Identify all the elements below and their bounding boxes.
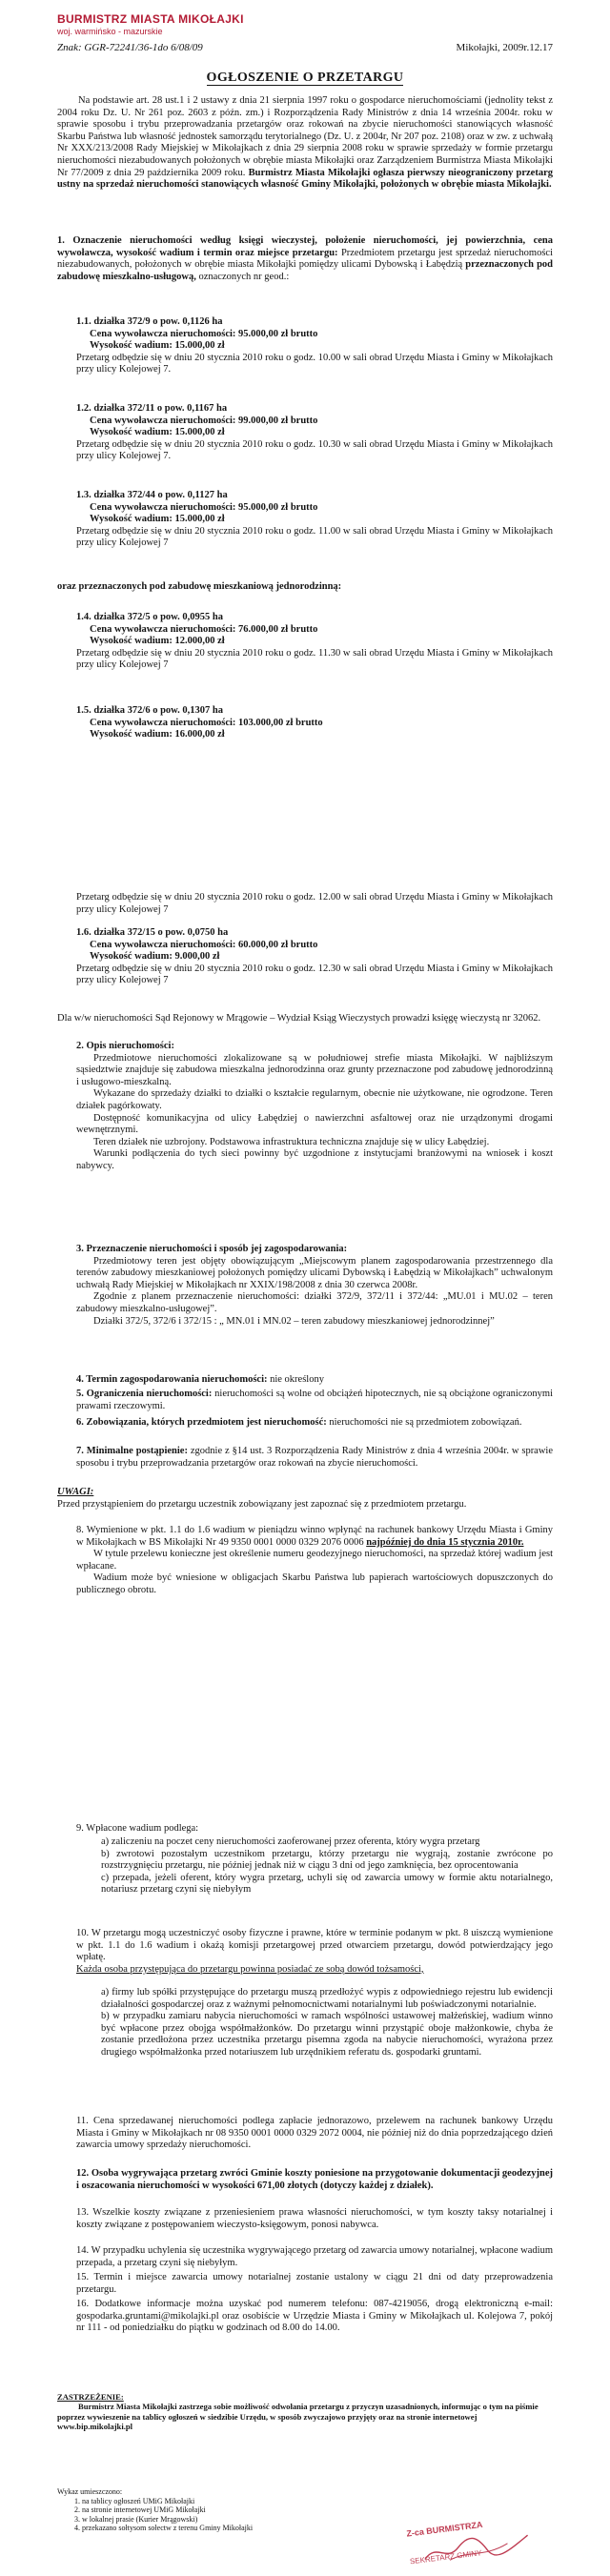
page-1 xyxy=(0,0,610,872)
parcel-heading: 1.1. działka 372/9 o pow. 0,1126 ha xyxy=(76,316,223,327)
parcel-1-4 xyxy=(76,612,553,672)
parcel-auction-time: Przetarg odbędzie się w dniu 20 stycznia 2010 roku o godz. 11.00 w sali obrad Urzędu Miasta i Gminy w Mikołajkach przy ulicy Kolejowej 7 xyxy=(76,525,553,549)
distribution-item: 4. przekazano sołtysom sołectw z terenu Gminy Mikołajki xyxy=(74,2524,254,2533)
section-9-a: a) zaliczeniu na poczet ceny nieruchomości zaoferowanej przez oferenta, który wygra przetarg xyxy=(101,1836,480,1847)
section-2-heading: 2. Opis nieruchomości: xyxy=(76,1041,174,1051)
section-13: 13. Wszelkie koszty związane z przeniesieniem prawa własności nieruchomości, w tym koszty taksy notarialnej i koszty związane z postępowaniem wieczysto-księgowym, ponosi nabywca. xyxy=(76,2207,553,2230)
distribution-item: 2. na stronie internetowej UMiG Mikołajki xyxy=(74,2505,206,2515)
section-5 xyxy=(76,1389,553,1412)
section-4-text: nie określony xyxy=(270,1374,324,1385)
parcel-deposit: Wysokość wadium: 12.000,00 zł xyxy=(90,636,225,647)
distribution-items xyxy=(57,2497,372,2533)
section-10-b: b) w przypadku zamiaru nabycia nieruchomości w ramach wspólności ustawowej małżeńskiej, wadium winno być wpłacone przez obojga współmałżonków. Do przetargu winni przystąpić oboje małżonkowie, chyba że zostanie przedłożona przez uczestnika przetargu pisemna zgoda na nabycie nieruchomości, wyrażona przez drugiego współmałżonka przed notariuszem lub urzędnikiem referatu ds. gospodarki gruntami. xyxy=(101,2011,553,2058)
section-8 xyxy=(76,1525,553,1597)
intro-paragraph xyxy=(57,95,553,192)
section-5-heading: 5. Ograniczenia nieruchomości: xyxy=(76,1389,213,1399)
reservation-text: Burmistrz Miasta Mikołajki zastrzega sobie możliwość odwołania przetargu z przyczyn uzasadnionych, informując o tym na piśmie poprzez wywieszenie na tablicy ogłoszeń w siedzibie Urzędu, w sposób zwyczajowo przyjęty oraz na stronie internetowej www.bip.mikolajki.pl xyxy=(57,2402,539,2432)
parcel-price: Cena wywoławcza nieruchomości: 99.000,00 zł brutto xyxy=(90,415,318,426)
intro-text: Na podstawie art. 28 ust.1 i 2 ustawy z dnia 21 sierpnia 1997 roku o gospodarce nieruchomościami (jednolity tekst z 2004 roku Dz. U. Nr 261 poz. 2603 z późn. zm.) i Rozporządzenia Rady Ministrów z dnia 14 września 2004r. roku w sprawie sposobu i trybu przeprowadzania przetargów oraz rokowań na zbycie nieruchomości stanowiących własność Skarbu Państwa lub własność jednostek samorządu terytorialnego (Dz. U. z 2004r, Nr 207 poz. 2108) oraz w zw. z uchwałą Nr XXX/213/2008 Rady Miejskiej w Mikołajkach z dnia 29 sierpnia 2008 roku w sprawie sprzedaży w formie przetargu nieruchomości niezabudowanych położonych w obrębie miasta Mikołajki oraz Zarządzeniem Burmistrza Miasta Mikołajki Nr 77/2009 z dnia 29 października 2009 roku. xyxy=(57,95,553,178)
section-7-text: zgodnie z §14 ust. 3 Rozporządzenia Rady Ministrów z dnia 4 września 2004r. w sprawie sposobu i trybu przeprowadzania przetargów oraz rokowań na zbycie nieruchomości. xyxy=(76,1446,554,1469)
section-10-a: a) firmy lub spółki przystępujące do przetargu muszą przedłożyć wypis z odpowiedniego rejestru lub ewidencji działalności gospodarczej oraz z ważnymi pełnomocnictwami notarialnymi lub poświadczonymi notarialnie. xyxy=(101,1987,553,2010)
distribution-item: 1. na tablicy ogłoszeń UMiG Mikołajki xyxy=(74,2496,195,2505)
distribution-list xyxy=(57,2487,372,2533)
parcel-auction-time: Przetarg odbędzie się w dniu 20 stycznia 2010 roku o godz. 11.30 w sali obrad Urzędu Miasta i Gminy w Mikołajkach przy ulicy Kolejowej 7 xyxy=(76,647,553,671)
parcel-auction-time: Przetarg odbędzie się w dniu 20 stycznia 2010 roku o godz. 10.30 w sali obrad Urzędu Miasta i Gminy w Mikołajkach przy ulicy Kolejowej 7. xyxy=(76,438,553,462)
section-1-purpose: przeznaczonych pod zabudowę mieszkalno-usługową, xyxy=(57,259,553,282)
parcel-deposit: Wysokość wadium: 16.000,00 zł xyxy=(90,729,225,740)
section-2-p5: Warunki podłączenia do tych sieci powinny być uzgodnione z instytucjami branżowymi na wniosek i koszt nabywcy. xyxy=(76,1148,553,1171)
section-1-tail: oznaczonych nr geod.: xyxy=(198,271,290,282)
section-2 xyxy=(76,1041,553,1173)
land-register-note: Dla w/w nieruchomości Sąd Rejonowy w Mrągowie – Wydział Ksiąg Wieczystych prowadzi księgę wieczystą nr 32062. xyxy=(57,1013,541,1024)
section-3-p2: Zgodnie z planem przeznaczenie nieruchomości: działki 372/9, 372/11 i 372/44: „MU.01 i MU.02 – teren zabudowy mieszkalno-usługowej”. xyxy=(76,1291,553,1314)
section-6-text: nieruchomości nie są przedmiotem zobowiązań. xyxy=(329,1417,522,1428)
remarks-heading: UWAGI: xyxy=(57,1487,94,1497)
page-3 xyxy=(0,1730,610,2576)
section-10-items xyxy=(101,1987,553,2059)
stamp-line-2: woj. warmińsko - mazurskie xyxy=(57,26,163,36)
parcel-heading: 1.5. działka 372/6 o pow. 0,1307 ha xyxy=(76,705,224,716)
seal-line-1: Z-ca BURMISTRZA xyxy=(405,2519,483,2539)
parcel-deposit: Wysokość wadium: 9.000,00 zł xyxy=(90,951,220,963)
section-11: 11. Cena sprzedawanej nieruchomości podlega zapłacie jednorazowo, przelewem na rachunek bankowy Urzędu Miasta i Gminy w Mikołajkach nr 08 9350 0001 0000 0329 2072 0004, nie później niż do dnia poprzedzającego dzień zawarcia umowy sprzedaży nieruchomości. xyxy=(76,2116,553,2151)
section-10 xyxy=(76,1928,553,1976)
parcel-deposit: Wysokość wadium: 15.000,00 zł xyxy=(90,340,225,352)
distribution-item: 3. w lokalnej prasie (Kurier Mrągowski) xyxy=(74,2514,198,2524)
parcel-1-5-auction-time: Przetarg odbędzie się w dniu 20 stycznia 2010 roku o godz. 12.00 w sali obrad Urzędu Miasta i Gminy w Mikołajkach przy ulicy Kolejowej 7 xyxy=(76,892,553,915)
document-title-text: OGŁOSZENIE O PRZETARGU xyxy=(206,71,404,85)
section-9-c: c) przepada, jeżeli oferent, który wygra przetarg, uchyli się od zawarcia umowy w formie aktu notarialnego, notariusz przetarg czyni się niebyłym xyxy=(101,1872,553,1896)
reservation-notice xyxy=(57,2392,553,2432)
section-14: 14. W przypadku uchylenia się uczestnika wygrywającego przetarg od zawarcia umowy notarialnej, wpłacone wadium przepada, a przetarg czyni się niebyłym. xyxy=(76,2245,553,2268)
section-8-deadline: najpóźniej do dnia 15 stycznia 2010r. xyxy=(366,1536,524,1548)
section-10-id-note: Każda osoba przystępująca do przetargu powinna posiadać ze sobą dowód tożsamości, xyxy=(76,1963,424,1975)
parcel-heading: 1.4. działka 372/5 o pow. 0,0955 ha xyxy=(76,612,224,622)
parcel-auction-time: Przetarg odbędzie się w dniu 20 stycznia 2010 roku o godz. 10.00 w sali obrad Urzędu Miasta i Gminy w Mikołajkach przy ulicy Kolejowej 7. xyxy=(76,352,553,375)
section-16: 16. Dodatkowe informacje można uzyskać pod numerem telefonu: 087-4219056, drogą elektroniczną e-mail: gospodarka.gruntami@mikolajki.pl oraz osobiście w Urzędzie Miasta i Gminy w Mikołajkach ul. Kolejowa 7, pokój nr 111 - od poniedziałku do piątku w godzinach od 8.00 do 14.00. xyxy=(76,2299,553,2334)
section-6-heading: 6. Zobowiązania, których przedmiotem jest nieruchomość: xyxy=(76,1417,327,1428)
page-2 xyxy=(0,872,610,1730)
parcel-price: Cena wywoławcza nieruchomości: 103.000,00 zł brutto xyxy=(90,717,323,728)
section-4 xyxy=(76,1374,553,1387)
parcel-price: Cena wywoławcza nieruchomości: 60.000,00 zł brutto xyxy=(90,939,318,950)
reference-sign: Znak: GGR-72241/36-1do 6/08/09 xyxy=(57,42,203,53)
section-9-heading: 9. Wpłacone wadium podlega: xyxy=(76,1823,199,1834)
parcel-heading: 1.2. działka 372/11 o pow. 0,1167 ha xyxy=(76,403,228,414)
remarks-text: Przed przystąpieniem do przetargu uczestnik zobowiązany jest zapoznać się z przedmiotem przetargu. xyxy=(57,1498,467,1510)
section-8-securities: Wadium może być wniesione w obligacjach Skarbu Państwa lub papierach wartościowych dopuszczonych do publicznego obrotu. xyxy=(76,1572,553,1595)
reservation-heading: ZASTRZEŻENIE: xyxy=(57,2392,124,2402)
section-3 xyxy=(76,1244,553,1328)
stamp-line-1: BURMISTRZ MIASTA MIKOŁAJKI xyxy=(57,12,244,26)
section-3-heading: 3. Przeznaczenie nieruchomości i sposób jej zagospodarowania: xyxy=(76,1244,348,1254)
section-2-p3: Dostępność komunikacyjna od ulicy Łabędziej o nawierzchni asfaltowej oraz nie urządzonymi drogami wewnętrznymi. xyxy=(76,1112,553,1136)
section-3-p1: Przedmiotowy teren jest objęty obowiązującym „Miejscowym planem zagospodarowania przestrzennego dla terenów zabudowy mieszkaniowej położonych pomiędzy ulicami Dybowską i Łabędzią w Mikołajkach” uchwalonym uchwałą Rady Miejskiej w Mikołajkach nr XXIX/198/2008 z dnia 30 czerwca 2008r. xyxy=(76,1255,553,1290)
section-10-text: 10. W przetargu mogą uczestniczyć osoby fizyczne i prawne, które w terminie podanym w pkt. 8 uiszczą wymienione w pkt. 1.1 do 1.6 wadium i okażą komisji przetargowej przed otwarciem przetargu, dowód potwierdzający jego wpłatę. xyxy=(76,1928,553,1963)
section-3-p3: Działki 372/5, 372/6 i 372/15 : „ MN.01 i MN.02 – teren zabudowy mieszkaniowej jednorodzinnej” xyxy=(93,1315,495,1327)
parcel-heading: 1.3. działka 372/44 o pow. 0,1127 ha xyxy=(76,490,228,500)
section-7-heading: 7. Minimalne postąpienie: xyxy=(76,1446,188,1456)
section-2-p2: Wykazane do sprzedaży działki to działki o kształcie regularnym, obecnie nie użytkowane, nie ogrodzone. Teren działek pagórkowaty. xyxy=(76,1088,553,1111)
section-1 xyxy=(57,235,553,283)
parcel-heading: 1.6. działka 372/15 o pow. 0,0750 ha xyxy=(76,927,229,938)
group-2-heading: oraz przeznaczonych pod zabudowę mieszkaniową jednorodzinną: xyxy=(57,581,342,592)
remarks xyxy=(57,1487,553,1511)
office-stamp xyxy=(57,13,244,36)
parcel-1-5 xyxy=(76,705,553,741)
intro-announcement: Burmistrz Miasta Mikołajki ogłasza pierwszy nieograniczony przetarg ustny na sprzedaż nieruchomości stanowiących własność Gminy Mikołajki, położonych w obrębie miasta Mikołajki. xyxy=(57,167,553,191)
section-2-p4: Teren działek nie uzbrojony. Podstawowa infrastruktura techniczna znajduje się w ulicy Łabędziej. xyxy=(93,1136,490,1147)
parcel-1-6 xyxy=(76,927,553,987)
section-6 xyxy=(76,1417,553,1430)
parcel-deposit: Wysokość wadium: 15.000,00 zł xyxy=(90,514,225,525)
parcel-1-1 xyxy=(76,316,553,376)
section-1-text: Przedmiotem przetargu jest sprzedaż nieruchomości niezabudowanych, położonych w obrębie miasta Mikołajki pomiędzy ulicami Dybowską i Łabędzią xyxy=(57,247,554,271)
distribution-heading: Wykaz umieszczono: xyxy=(57,2487,123,2496)
section-9-b: b) zwrotowi pozostałym uczestnikom przetargu, którzy przetargu nie wygrają, zostanie zwrócone po rozstrzygnięciu przetargu, nie później jednak niż w ciągu 3 dni od jego zamknięcia, bez oprocentowania xyxy=(101,1848,553,1872)
section-1-heading: 1. Oznaczenie nieruchomości według księgi wieczystej, położenie nieruchomości, jej powierzchnia, cena wywoławcza, wysokość wadium i termin oraz miejsce przetargu: xyxy=(57,235,553,258)
parcel-price: Cena wywoławcza nieruchomości: 76.000,00 zł brutto xyxy=(90,623,318,635)
section-8-transfer-title: W tytule przelewu konieczne jest określenie numeru geodezyjnego nieruchomości, na sprzedaż której wadium jest wpłacane. xyxy=(76,1549,553,1572)
parcel-1-2 xyxy=(76,403,553,463)
seal-line-2: SEKRETARZ GMINY xyxy=(409,2548,482,2566)
section-7 xyxy=(76,1446,553,1470)
section-5-text: nieruchomości są wolne od obciążeń hipotecznych, nie są obciążone ograniczonymi prawami rzeczowymi. xyxy=(76,1389,554,1411)
section-2-p1: Przedmiotowe nieruchomości zlokalizowane są w południowej strefie miasta Mikołajki. W najbliższym sąsiedztwie znajduje się zabudowa mieszkalna jednorodzinna oraz grunty przeznaczone pod zabudowę jednorodzinną i usługowo-mieszkalną. xyxy=(76,1052,553,1087)
section-8-text: 8. Wymienione w pkt. 1.1 do 1.6 wadium w pieniądzu winno wpłynąć na rachunek bankowy Urzędu Miasta i Gminy w Mikołajkach w BS Mikołajki Nr 49 9350 0001 0000 0329 2076 0006 xyxy=(76,1525,553,1548)
parcel-1-3 xyxy=(76,490,553,550)
parcel-price: Cena wywoławcza nieruchomości: 95.000,00 zł brutto xyxy=(90,328,318,339)
section-15: 15. Termin i miejsce zawarcia umowy notarialnej zostanie ustalony w ciągu 21 dni od daty przeprowadzenia przetargu. xyxy=(76,2272,553,2295)
parcel-price: Cena wywoławcza nieruchomości: 95.000,00 zł brutto xyxy=(90,501,318,513)
section-9 xyxy=(76,1823,553,1836)
section-12: 12. Osoba wygrywająca przetarg zwróci Gminie koszty poniesione na przygotowanie dokumentacji geodezyjnej i oszacowania nieruchomości w wysokości 671,00 złotych (dotyczy każdej z działek). xyxy=(76,2168,553,2191)
parcel-auction-time: Przetarg odbędzie się w dniu 20 stycznia 2010 roku o godz. 12.30 w sali obrad Urzędu Miasta i Gminy w Mikołajkach przy ulicy Kolejowej 7 xyxy=(76,963,553,986)
document-title xyxy=(0,71,610,86)
letter-date: Mikołajki, 2009r.12.17 xyxy=(456,42,553,53)
section-9-items xyxy=(101,1836,553,1897)
section-4-heading: 4. Termin zagospodarowania nieruchomości: xyxy=(76,1374,268,1385)
parcel-deposit: Wysokość wadium: 15.000,00 zł xyxy=(90,427,225,438)
